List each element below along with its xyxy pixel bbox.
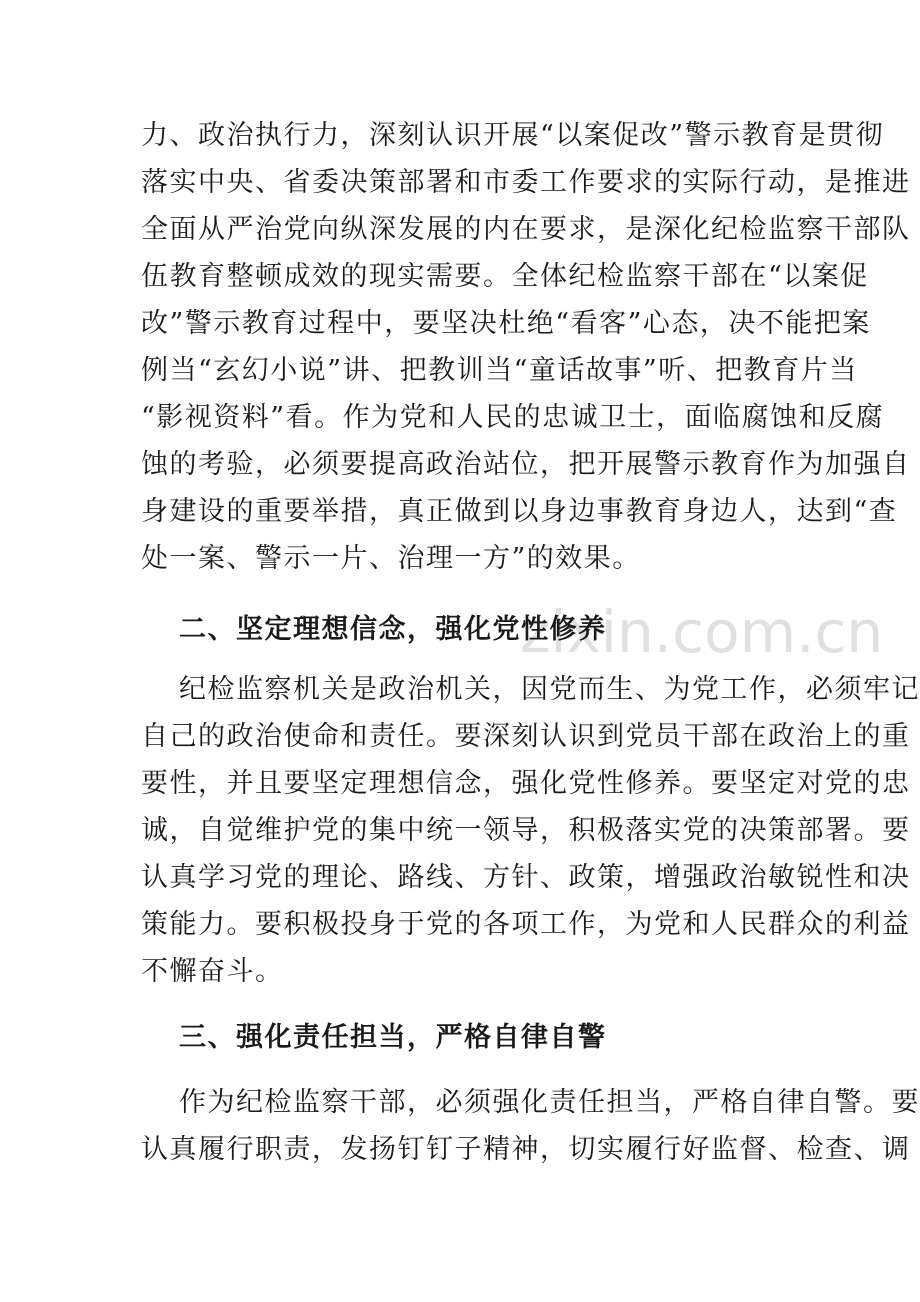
- paragraph-line: 诚，自觉维护党的集中统一领导，积极落实党的决策部署。要: [141, 815, 911, 846]
- paragraph-line: 处一案、警示一片、治理一方”的效果。: [141, 543, 641, 574]
- paragraph-line: 纪检监察机关是政治机关，因党而生、为党工作，必须牢记: [179, 674, 920, 705]
- watermark: zixin.com.cn: [520, 598, 884, 666]
- paragraph-line: 要性，并且要坚定理想信念，强化党性修养。要坚定对党的忠: [141, 768, 911, 799]
- paragraph-line: 身建设的重要举措，真正做到以身边事教育身边人，达到“查: [141, 496, 898, 527]
- paragraph-line: 蚀的考验，必须要提高政治站位，把开展警示教育作为加强自: [141, 449, 911, 480]
- paragraph-line: 伍教育整顿成效的现实需要。全体纪检监察干部在“以案促: [141, 261, 869, 292]
- paragraph-line: 认真学习党的理论、路线、方针、政策，增强政治敏锐性和决: [141, 862, 911, 893]
- paragraph-line: 自己的政治使命和责任。要深刻认识到党员干部在政治上的重: [141, 721, 911, 752]
- paragraph-line: 策能力。要积极投身于党的各项工作，为党和人民群众的利益: [141, 909, 911, 940]
- paragraph-line: 改”警示教育过程中，要坚决杜绝“看客”心态，决不能把案: [141, 308, 871, 339]
- section-heading: 三、强化责任担当，严格自律自警: [179, 1022, 607, 1053]
- paragraph-line: “影视资料”看。作为党和人民的忠诚卫士，面临腐蚀和反腐: [141, 402, 885, 433]
- paragraph-line: 例当“玄幻小说”讲、把教训当“童话故事”听、把教育片当: [141, 355, 858, 386]
- paragraph-line: 力、政治执行力，深刻认识开展“以案促改”警示教育是贯彻: [141, 120, 885, 151]
- paragraph-line: 落实中央、省委决策部署和市委工作要求的实际行动，是推进: [141, 167, 911, 198]
- paragraph-line: 全面从严治党向纵深发展的内在要求，是深化纪检监察干部队: [141, 214, 911, 245]
- paragraph-line: 不懈奋斗。: [141, 956, 284, 987]
- paragraph-line: 认真履行职责，发扬钉钉子精神，切实履行好监督、检查、调: [141, 1134, 911, 1165]
- section-heading: 二、坚定理想信念，强化党性修养: [179, 614, 607, 645]
- paragraph-line: 作为纪检监察干部，必须强化责任担当，严格自律自警。要: [179, 1087, 920, 1118]
